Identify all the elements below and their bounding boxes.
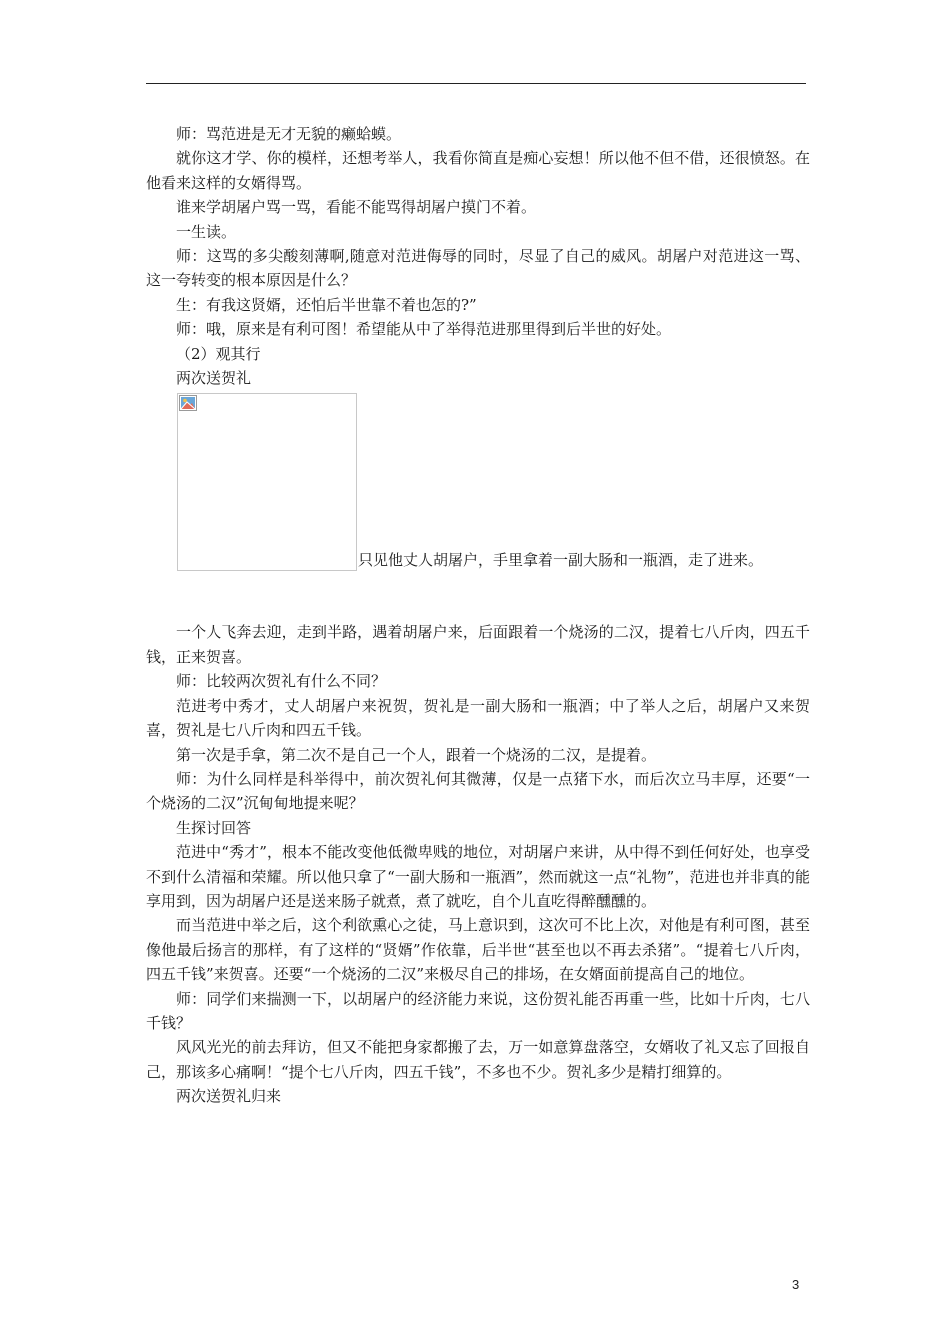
subsection-heading: 两次送贺礼 <box>176 369 252 388</box>
image-placeholder <box>177 393 357 571</box>
paragraph: 风风光光的前去拜访，但又不能把身家都搬了去，万一如意算盘落空，女婿收了礼又忘了回报自己，那该多心痛啊！“提个七八斤肉，四五千钱”，不多也不少。贺礼多少是精打细算的。 <box>146 1038 810 1081</box>
paragraph: 生：有我这贤婿，还怕后半世靠不着也怎的?” <box>176 295 477 314</box>
paragraph: 就你这才学、你的模样，还想考举人，我看你简直是痴心妄想！所以他不但不借，还很愤怒。在他看来这样的女婿得骂。 <box>146 149 810 192</box>
paragraph: 谁来学胡屠户骂一骂，看能不能骂得胡屠户摸门不着。 <box>176 198 537 217</box>
paragraph: 而当范进中举之后，这个利欲熏心之徒，马上意识到，这次可不比上次，对他是有利可图，甚至像他最后扬言的那样，有了这样的“贤婿”作依靠，后半世“甚至也以不再去杀猪”。“提着七八斤肉，四五千钱”来贺喜。还要“一个烧汤的二汉”来极尽自己的排场，在女婿面前提高自己的地位。 <box>146 916 810 984</box>
header-rule <box>146 83 806 84</box>
paragraph: 范进考中秀才，丈人胡屠户来祝贺，贺礼是一副大肠和一瓶酒；中了举人之后，胡屠户又来贺喜，贺礼是七八斤肉和四五千钱。 <box>146 696 810 740</box>
image-caption: 只见他丈人胡屠户，手里拿着一副大肠和一瓶酒，走了进来。 <box>358 551 764 570</box>
section-heading: （2）观其行 <box>176 344 261 363</box>
paragraph: 师：比较两次贺礼有什么不同？ <box>176 672 387 691</box>
paragraph: 生探讨回答 <box>176 818 252 837</box>
paragraph: 师：这骂的多尖酸刻薄啊,随意对范进侮辱的同时，尽显了自己的威风。胡屠户对范进这一骂、这一夸转变的根本原因是什么？ <box>146 247 810 290</box>
paragraph: 师：骂范进是无才无貌的癞蛤蟆。 <box>176 125 402 143</box>
paragraph: 师：为什么同样是科举得中，前次贺礼何其微薄，仅是一点猪下水，而后次立马丰厚，还要“一个烧汤的二汉”沉甸甸地提来呢？ <box>146 769 810 813</box>
page-number: 3 <box>792 1277 800 1292</box>
paragraph: 两次送贺礼归来 <box>176 1087 282 1106</box>
image-row <box>146 390 810 572</box>
paragraph: 范进中“秀才”，根本不能改变他低微卑贱的地位，对胡屠户来讲，从中得不到任何好处，也享受不到什么清福和荣耀。所以他只拿了“一副大肠和一瓶酒”，然而就这一点“礼物”，范进也并非真的能享用到，因为胡屠户还是送来肠子就煮，煮了就吃，自个儿直吃得醉醺醺的。 <box>146 843 810 910</box>
spacer <box>146 572 810 620</box>
paragraph: 一个人飞奔去迎，走到半路，遇着胡屠户来，后面跟着一个烧汤的二汉，提着七八斤肉，四五千钱，正来贺喜。 <box>146 623 810 666</box>
broken-image-icon <box>179 395 197 411</box>
document-body <box>146 122 810 1109</box>
paragraph: 第一次是手拿，第二次不是自己一个人，跟着一个烧汤的二汉，是提着。 <box>176 745 657 764</box>
paragraph: 师：哦，原来是有利可图！希望能从中了举得范进那里得到后半世的好处。 <box>176 320 672 339</box>
paragraph: 师：同学们来揣测一下，以胡屠户的经济能力来说，这份贺礼能否再重一些，比如十斤肉，七八千钱？ <box>146 989 810 1032</box>
paragraph: 一生读。 <box>176 222 237 241</box>
